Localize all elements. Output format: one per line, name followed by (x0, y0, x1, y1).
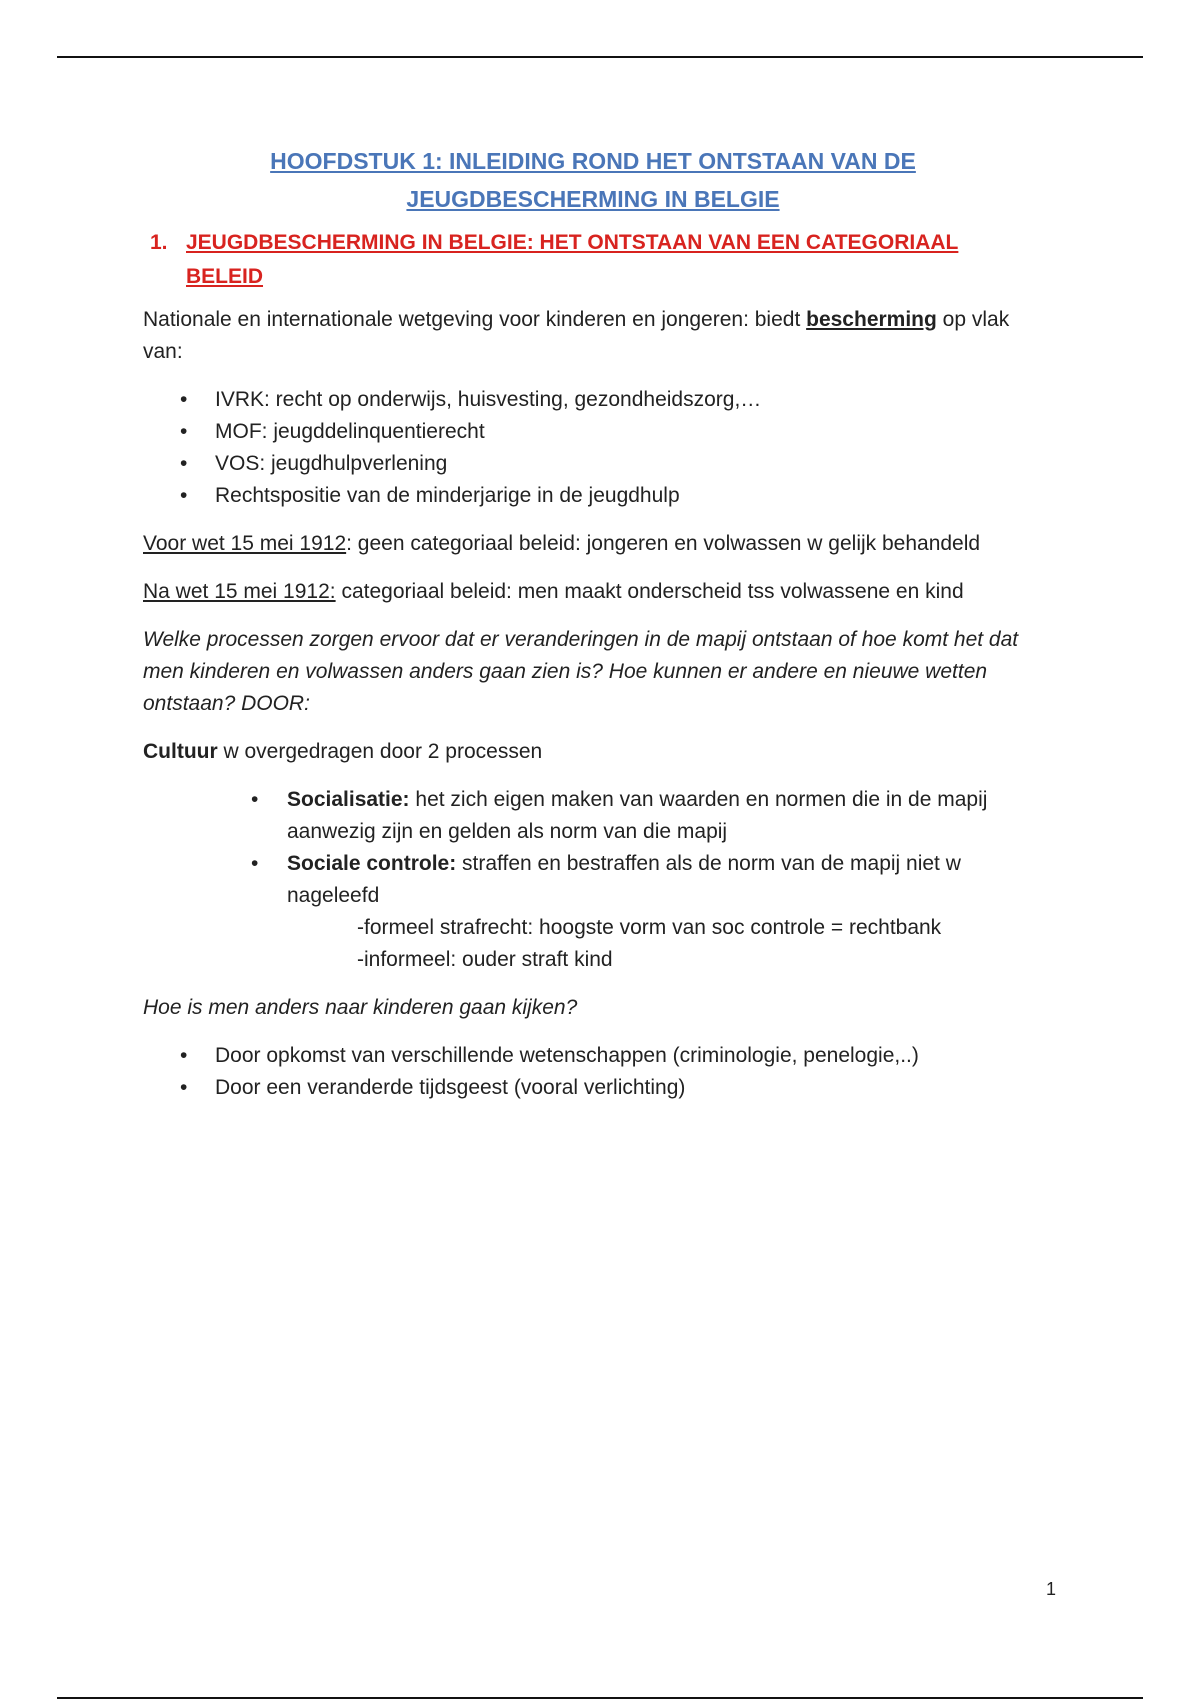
culture-paragraph (143, 736, 1043, 768)
chapter-title-line-2: JEUGDBESCHERMING IN BELGIE (406, 186, 780, 212)
list-item-text: Door een veranderde tijdsgeest (vooral verlichting) (215, 1076, 686, 1099)
list-item (143, 1040, 1043, 1072)
sub-item: -informeel: ouder straft kind (357, 948, 613, 971)
sub-item: -formeel strafrecht: hoogste vorm van soc controle = rechtbank (357, 916, 942, 939)
section-title: JEUGDBESCHERMING IN BELGIE: HET ONTSTAAN VAN EEN CATEGORIAAL BELEID (186, 231, 959, 288)
list-item (143, 448, 1043, 480)
page-number: 1 (1046, 1579, 1057, 1599)
list-item-text: MOF: jeugddelinquentierecht (215, 420, 485, 443)
list-item (143, 1072, 1043, 1104)
before-law-label: Voor wet 15 mei 1912 (143, 532, 347, 555)
bullet-icon: • (180, 420, 188, 443)
document-body (143, 142, 1043, 1120)
section-number: 1. (150, 231, 168, 254)
bullet-icon: • (251, 788, 259, 811)
question-paragraph-2: Hoe is men anders naar kinderen gaan kijken? (143, 996, 578, 1019)
culture-term: Cultuur (143, 740, 218, 763)
intro-emphasis: bescherming (806, 308, 937, 331)
list-item (143, 416, 1043, 448)
list-item-text: Door opkomst van verschillende wetenschappen (criminologie, penelogie,..) (215, 1044, 919, 1067)
list-item-text: IVRK: recht op onderwijs, huisvesting, gezondheidszorg,… (215, 388, 762, 411)
bullet-icon: • (251, 852, 259, 875)
list-item-text: Rechtspositie van de minderjarige in de jeugdhulp (215, 484, 680, 507)
list-item (143, 384, 1043, 416)
bullet-icon: • (180, 1076, 188, 1099)
intro-paragraph (143, 304, 1043, 368)
culture-text: w overgedragen door 2 processen (217, 740, 543, 763)
section-heading (143, 226, 1043, 294)
list-item-text: VOS: jeugdhulpverlening (215, 452, 448, 475)
top-rule (57, 56, 1143, 58)
after-law-text: categoriaal beleid: men maakt onderscheid tss volwassene en kind (335, 580, 964, 603)
chapter-title-line-1: HOOFDSTUK 1: INLEIDING ROND HET ONTSTAAN VAN DE (270, 148, 916, 174)
after-law-label: Na wet 15 mei 1912: (143, 580, 336, 603)
process-term: Socialisatie: (287, 788, 410, 811)
causes-list (143, 1040, 1043, 1104)
process-term: Sociale controle: (287, 852, 457, 875)
intro-text-before: Nationale en internationale wetgeving voor kinderen en jongeren: biedt (143, 308, 807, 331)
after-law-paragraph (143, 576, 1043, 608)
process-text: straffen en bestraffen als de norm van de mapij niet w nageleefd (287, 852, 961, 907)
bullet-icon: • (180, 484, 188, 507)
bottom-rule (57, 1697, 1143, 1699)
bullet-icon: • (180, 1044, 188, 1067)
chapter-title (143, 142, 1043, 218)
question-paragraph-1: Welke processen zorgen ervoor dat er veranderingen in de mapij ontstaan of hoe komt het dat men kinderen en volwassen anders gaan zien is? Hoe kunnen er andere en nieuwe wetten ontstaan? DOOR: (143, 628, 1019, 715)
list-item (143, 848, 1043, 976)
process-list (143, 784, 1043, 976)
protection-list (143, 384, 1043, 512)
before-law-text: : geen categoriaal beleid: jongeren en volwassen w gelijk behandeld (346, 532, 981, 555)
bullet-icon: • (180, 452, 188, 475)
list-item (143, 480, 1043, 512)
list-item (143, 784, 1043, 848)
bullet-icon: • (180, 388, 188, 411)
intro-text-after: op vlak van: (143, 308, 1010, 363)
before-law-paragraph (143, 528, 1043, 560)
process-text: het zich eigen maken van waarden en normen die in de mapij aanwezig zijn en gelden als norm van die mapij (287, 788, 988, 843)
